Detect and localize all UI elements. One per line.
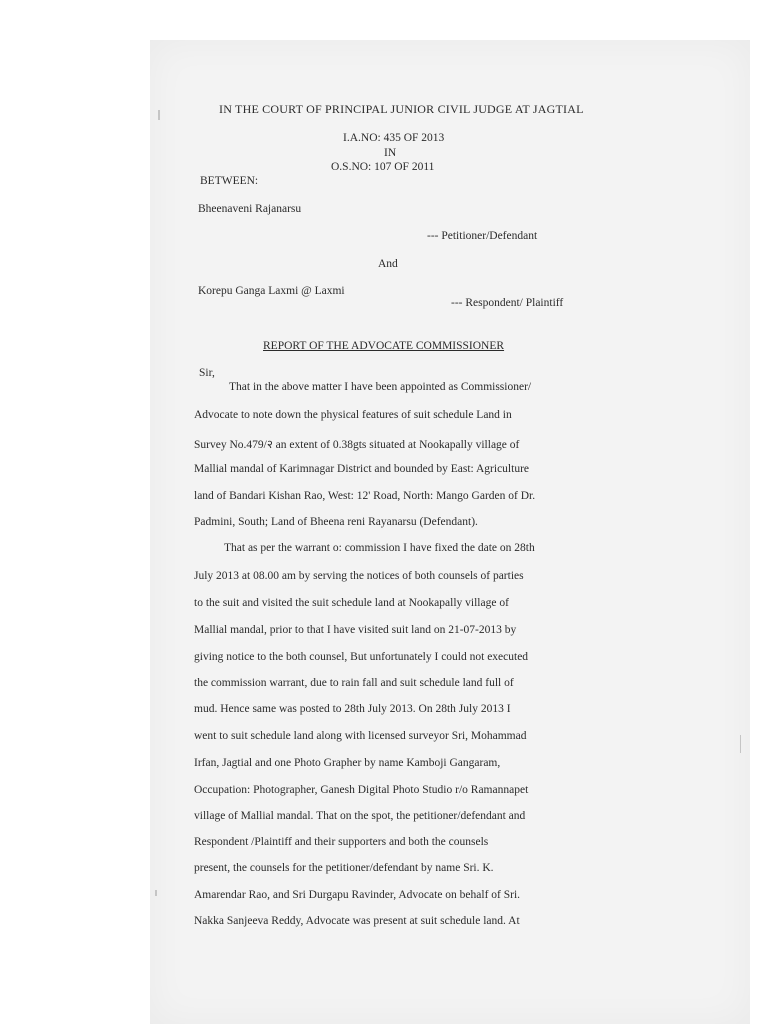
scan-mark	[158, 110, 160, 120]
respondent-name: Korepu Ganga Laxmi @ Laxmi	[198, 285, 345, 297]
ia-number: I.A.NO: 435 OF 2013	[343, 132, 445, 144]
p2-line-6: the commission warrant, due to rain fall and suit schedule land full of	[194, 677, 514, 689]
p2-line-8: went to suit schedule land along with licensed surveyor Sri, Mohammad	[194, 730, 527, 742]
p2-line-5: giving notice to the both counsel, But unfortunately I could not executed	[194, 651, 529, 663]
report-title: REPORT OF THE ADVOCATE COMMISSIONER	[263, 340, 505, 352]
p2-line-1: That as per the warrant o: commission I have fixed the date on 28th	[224, 542, 535, 554]
court-title: IN THE COURT OF PRINCIPAL JUNIOR CIVIL JUDGE AT JAGTIAL	[219, 102, 584, 116]
os-number: O.S.NO: 107 OF 2011	[331, 161, 435, 173]
in-label: IN	[384, 147, 397, 159]
scan-mark	[155, 890, 157, 896]
p1-line-5: land of Bandari Kishan Rao, West: 12' Road, North: Mango Garden of Dr.	[194, 490, 536, 502]
p2-line-12: Respondent /Plaintiff and their supporters and both the counsels	[194, 836, 489, 848]
petitioner-name: Bheenaveni Rajanarsu	[198, 203, 302, 215]
p2-line-13: present, the counsels for the petitioner/defendant by name Sri. K.	[194, 862, 494, 874]
p2-line-4: Mallial mandal, prior to that I have visited suit land on 21-07-2013 by	[194, 624, 517, 636]
p1-line-4: Mallial mandal of Karimnagar District and bounded by East: Agriculture	[194, 463, 530, 475]
p2-line-9: Irfan, Jagtial and one Photo Grapher by name Kamboji Gangaram,	[194, 757, 501, 769]
p2-line-11: village of Mallial mandal. That on the spot, the petitioner/defendant and	[194, 810, 526, 822]
p2-line-14: Amarendar Rao, and Sri Durgapu Ravinder, Advocate on behalf of Sri.	[194, 889, 521, 901]
p1-line-1: That in the above matter I have been appointed as Commissioner/	[229, 381, 532, 393]
p2-line-2: July 2013 at 08.00 am by serving the notices of both counsels of parties	[194, 570, 524, 582]
p2-line-7: mud. Hence same was posted to 28th July 2013. On 28th July 2013 I	[194, 703, 511, 715]
p1-line-2: Advocate to note down the physical features of suit schedule Land in	[194, 409, 512, 421]
respondent-role: --- Respondent/ Plaintiff	[451, 297, 564, 309]
p2-line-10: Occupation: Photographer, Ganesh Digital Photo Studio r/o Ramannapet	[194, 784, 529, 796]
between-label: BETWEEN:	[200, 175, 259, 187]
p2-line-3: to the suit and visited the suit schedule land at Nookapally village of	[194, 597, 509, 609]
p1-line-6: Padmini, South; Land of Bheena reni Rayanarsu (Defendant).	[194, 516, 478, 528]
p1-line-3: Survey No.479/२ an extent of 0.38gts situated at Nookapally village of	[194, 439, 520, 451]
petitioner-role: --- Petitioner/Defendant	[427, 230, 538, 242]
scan-mark	[740, 735, 741, 753]
p2-line-15: Nakka Sanjeeva Reddy, Advocate was present at suit schedule land. At	[194, 915, 520, 927]
salutation: Sir,	[199, 367, 215, 379]
and-label: And	[378, 258, 398, 270]
